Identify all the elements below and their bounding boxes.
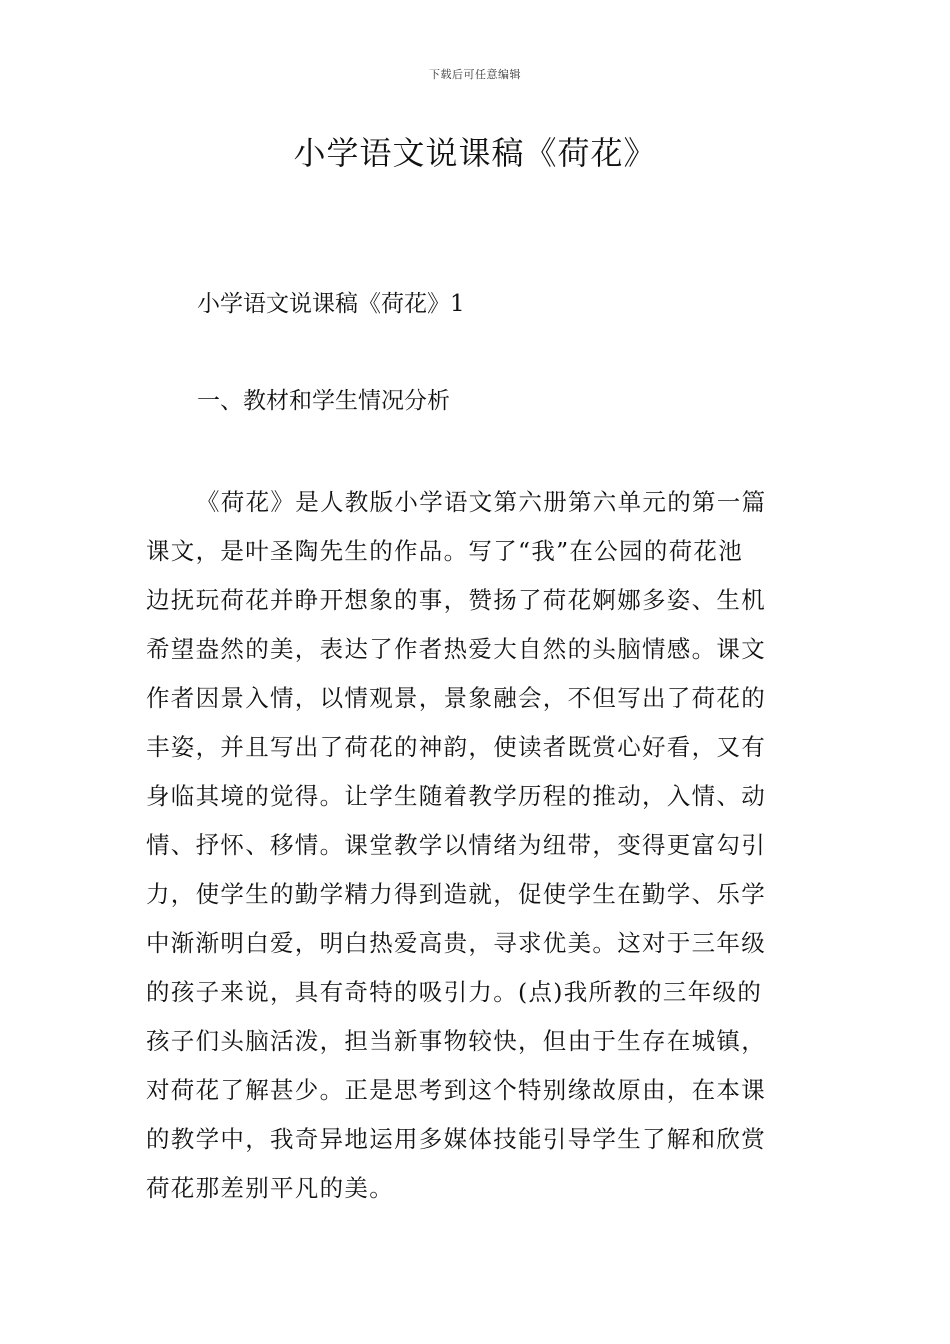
paragraph-line: 《荷花》是人教版小学语文第六册第六单元的第一篇	[196, 488, 767, 516]
paragraph-line: 丰姿，并且写出了荷花的神韵，使读者既赏心好看，又有	[146, 733, 766, 761]
paragraph-line: 对荷花了解甚少。正是思考到这个特别缘故原由，在本课	[146, 1076, 766, 1104]
paragraph-line: 力，使学生的勤学精力得到造就，促使学生在勤学、乐学	[146, 880, 766, 908]
document-subtitle: 小学语文说课稿《荷花》1	[197, 291, 465, 317]
paragraph-line: 边抚玩荷花并睁开想象的事，赞扬了荷花婀娜多姿、生机	[146, 586, 766, 614]
paragraph-line: 情、抒怀、移情。课堂教学以情绪为纽带，变得更富勾引	[146, 831, 766, 859]
paragraph-line: 的孩子来说，具有奇特的吸引力。(点)我所教的三年级的	[146, 978, 763, 1006]
paragraph-line: 孩子们头脑活泼，担当新事物较快，但由于生存在城镇，	[146, 1027, 766, 1055]
paragraph-line: 荷花那差别平凡的美。	[146, 1174, 394, 1202]
header-note: 下载后可任意编辑	[429, 68, 521, 81]
paragraph-line: 作者因景入情，以情观景，景象融会，不但写出了荷花的	[146, 684, 766, 712]
paragraph-line: 希望盎然的美，表达了作者热爱大自然的头脑情感。课文	[146, 635, 766, 663]
body-paragraph	[146, 478, 810, 1213]
paragraph-line: 的教学中，我奇异地运用多媒体技能引导学生了解和欣赏	[146, 1125, 766, 1153]
document-title: 小学语文说课稿《荷花》	[293, 134, 657, 172]
paragraph-line: 中渐渐明白爱，明白热爱高贵，寻求优美。这对于三年级	[146, 929, 766, 957]
paragraph-line: 身临其境的觉得。让学生随着教学历程的推动，入情、动	[146, 782, 766, 810]
paragraph-line: 课文，是叶圣陶先生的作品。写了“我”在公园的荷花池	[146, 537, 744, 565]
section-heading: 一、教材和学生情况分析	[197, 388, 450, 414]
